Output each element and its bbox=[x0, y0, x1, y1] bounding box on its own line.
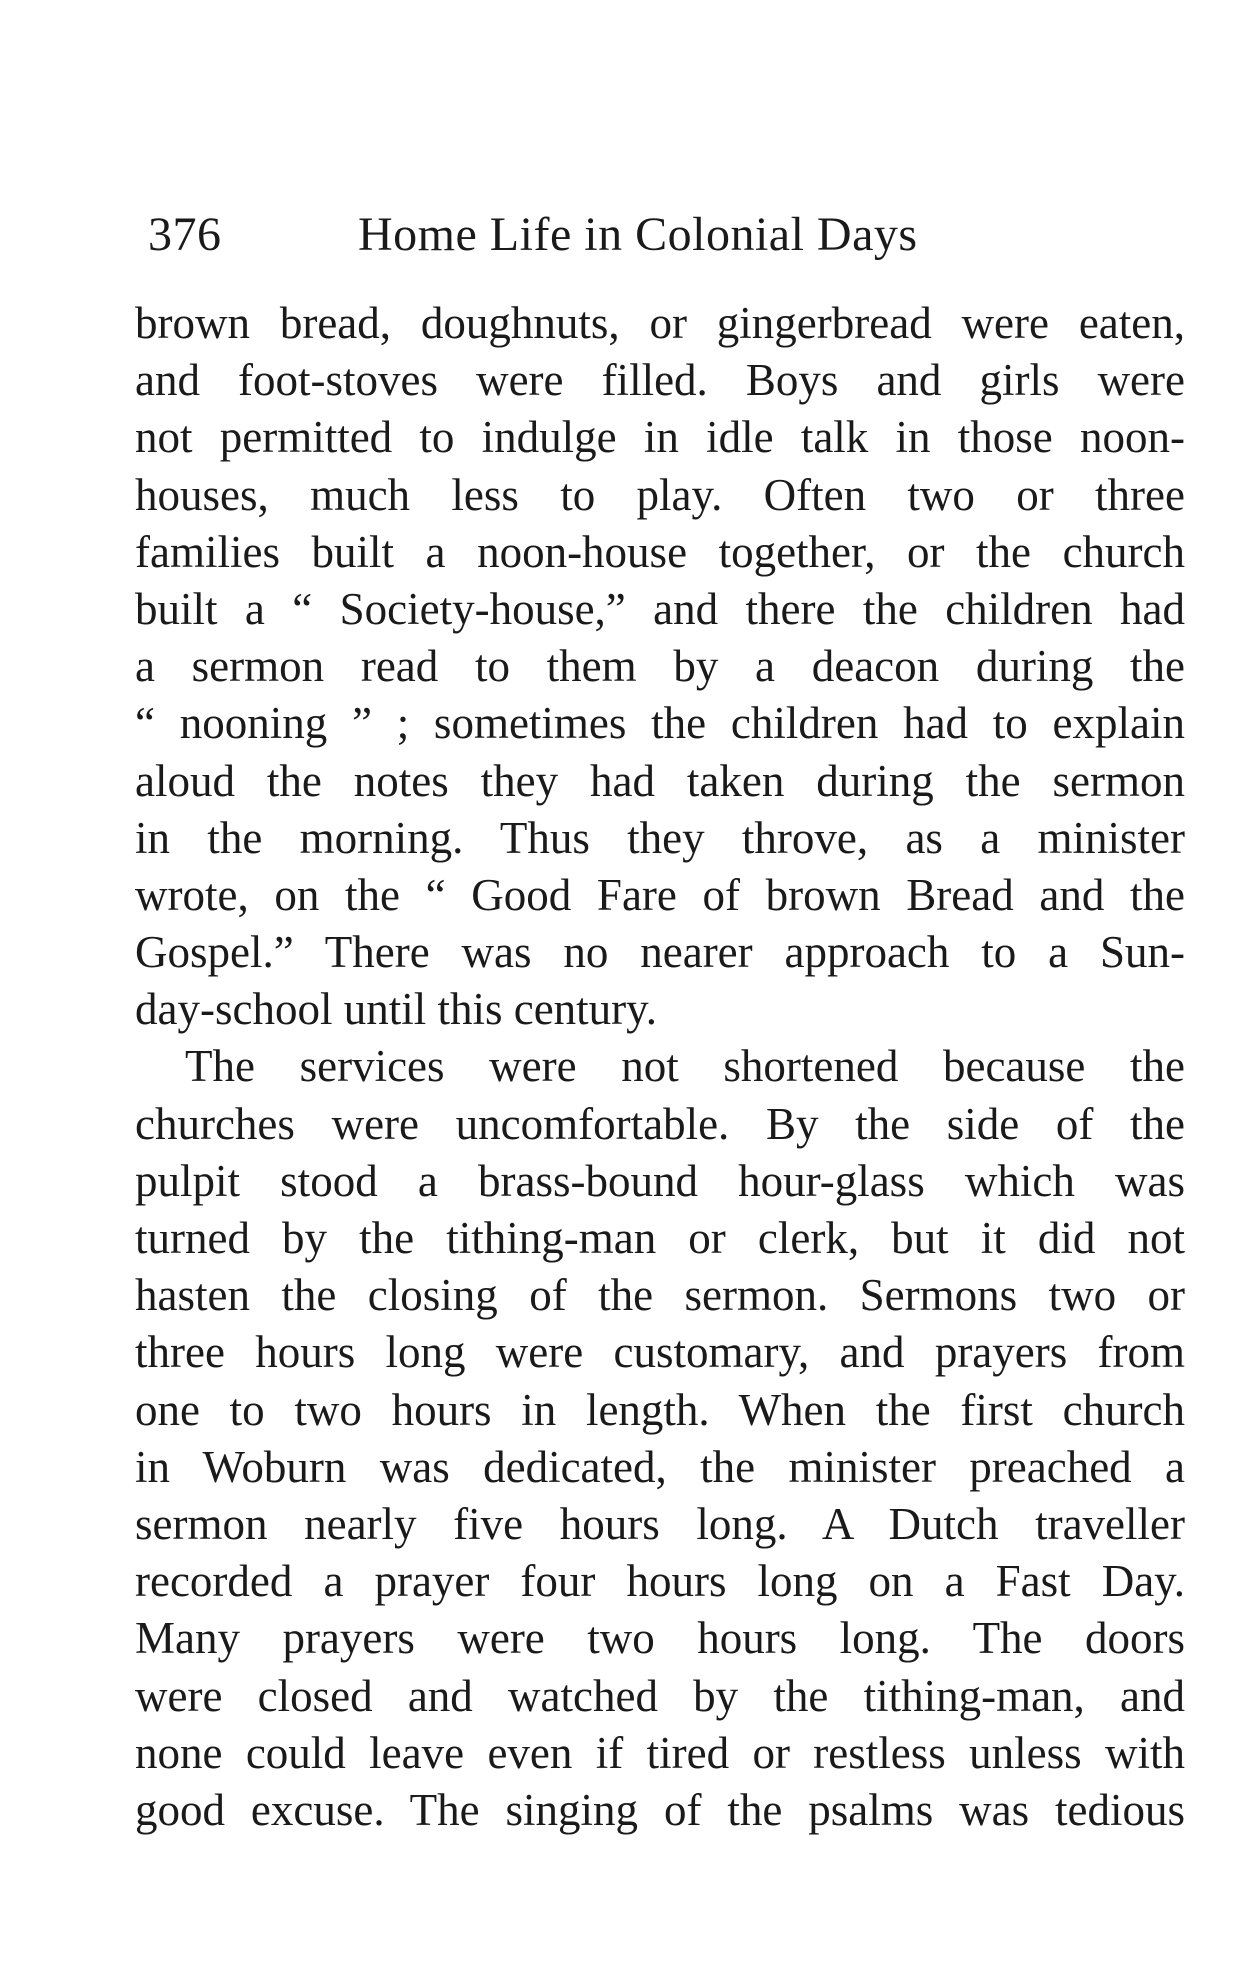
text-line: “ nooning ” ; sometimes the children had to explain bbox=[135, 698, 1185, 749]
text-line: wrote, on the “ Good Fare of brown Bread and the bbox=[135, 869, 1185, 920]
text-line: recorded a prayer four hours long on a Fast Day. bbox=[135, 1556, 1185, 1607]
text-line: none could leave even if tired or restless unless with bbox=[135, 1727, 1185, 1778]
text-line: were closed and watched by the tithing-man, and bbox=[135, 1670, 1185, 1721]
text-line: aloud the notes they had taken during the sermon bbox=[135, 755, 1185, 806]
text-line: families built a noon-house together, or the church bbox=[135, 526, 1185, 577]
book-title: Home Life in Colonial Days bbox=[358, 208, 918, 261]
text-line: sermon nearly five hours long. A Dutch traveller bbox=[135, 1498, 1185, 1549]
page-number: 376 bbox=[148, 208, 222, 261]
text-line: pulpit stood a brass-bound hour-glass which was bbox=[135, 1155, 1185, 1206]
text-line: a sermon read to them by a deacon during the bbox=[135, 641, 1185, 692]
text-line: day-school until this century. bbox=[135, 984, 657, 1035]
text-line: three hours long were customary, and prayers from bbox=[135, 1327, 1185, 1378]
text-line: turned by the tithing-man or clerk, but it did not bbox=[135, 1213, 1185, 1263]
text-line: in Woburn was dedicated, the minister preached a bbox=[135, 1441, 1185, 1492]
text-line: Gospel.” There was no nearer approach to a Sun- bbox=[135, 927, 1185, 978]
text-line: built a “ Society-house,” and there the children had bbox=[135, 583, 1185, 634]
text-line: one to two hours in length. When the first church bbox=[135, 1384, 1185, 1435]
body-text bbox=[135, 295, 1185, 1839]
text-line: good excuse. The singing of the psalms was tedious bbox=[135, 1784, 1185, 1835]
text-line: houses, much less to play. Often two or three bbox=[135, 469, 1185, 520]
text-line: hasten the closing of the sermon. Sermons two or bbox=[135, 1270, 1185, 1321]
text-line: churches were uncomfortable. By the side of the bbox=[135, 1098, 1185, 1149]
running-head bbox=[148, 205, 1188, 265]
text-line: and foot-stoves were filled. Boys and girls were bbox=[135, 355, 1185, 406]
text-line: in the morning. Thus they throve, as a minister bbox=[135, 812, 1185, 863]
text-line: Many prayers were two hours long. The doors bbox=[135, 1613, 1185, 1664]
text-line: not permitted to indulge in idle talk in those noon- bbox=[135, 412, 1185, 463]
text-line: The services were not shortened because the bbox=[185, 1041, 1185, 1092]
text-line: brown bread, doughnuts, or gingerbread were eaten, bbox=[135, 298, 1185, 348]
